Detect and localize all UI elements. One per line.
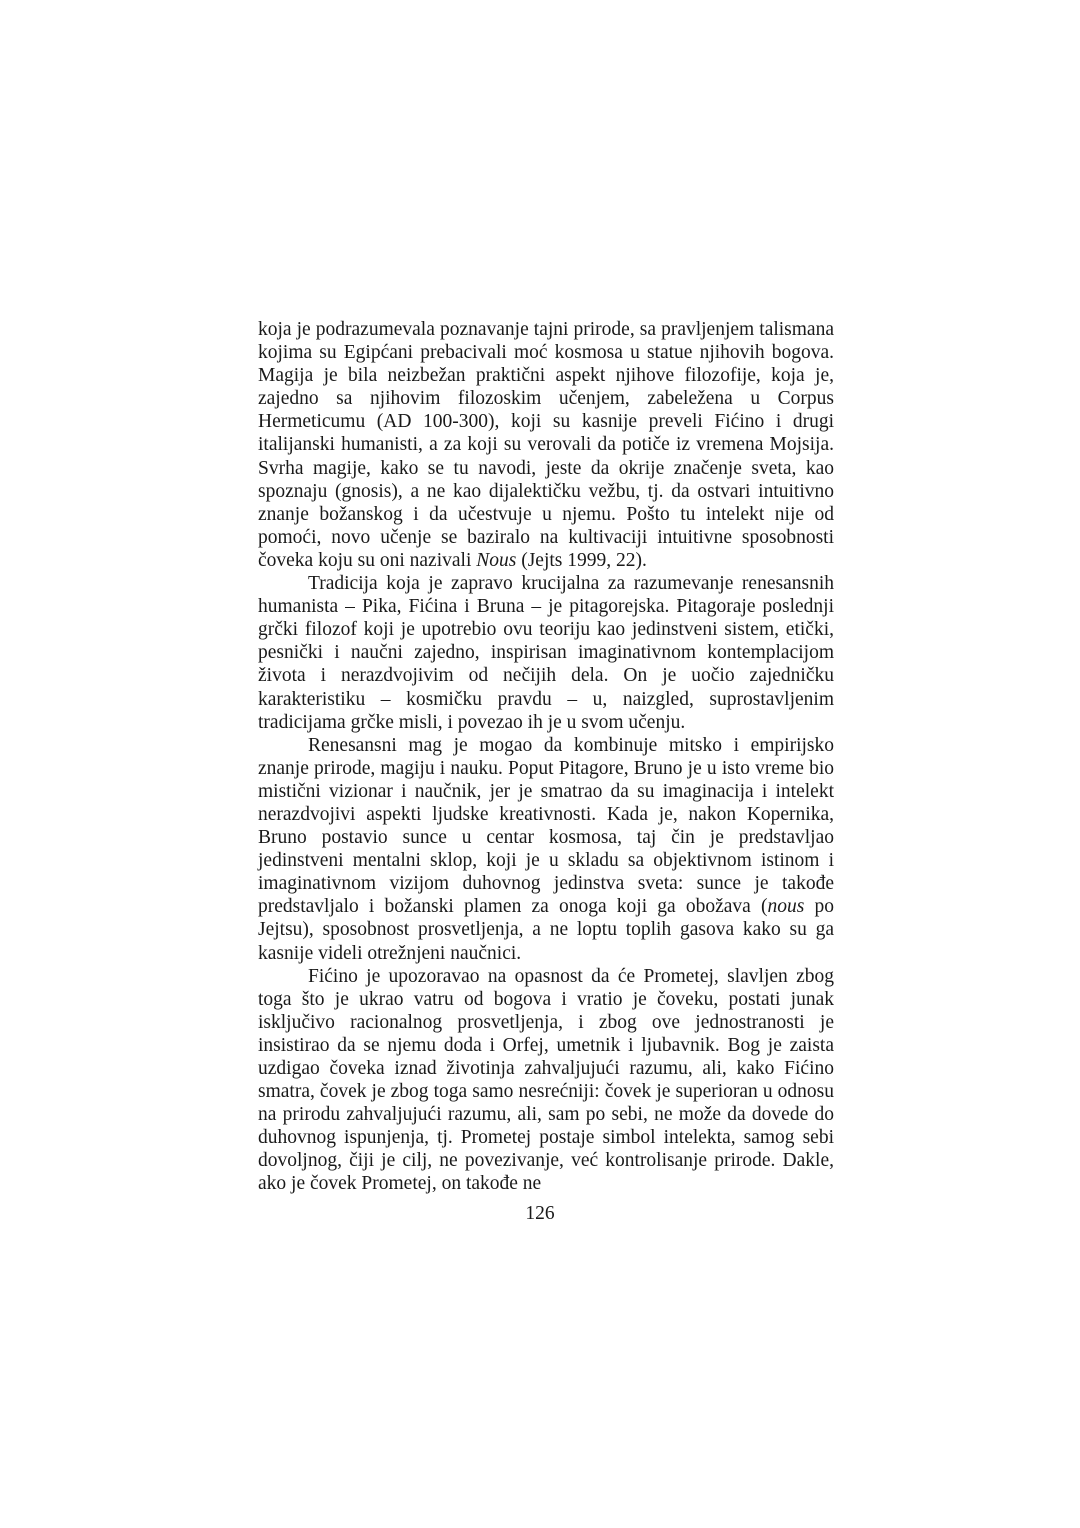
paragraph-4 [258, 965, 834, 1196]
paragraph-1 [258, 318, 834, 572]
text-run: po Jejtsu), sposobnost prosvetljenja, a ne loptu toplih gasova kako su ga kasnije videli otrežnjeni naučnici. [258, 896, 835, 964]
text-run: (Jejts 1999, 22). [516, 549, 647, 571]
page-number: 126 [525, 1203, 555, 1224]
italic-term: nous [767, 896, 805, 918]
text-run: koja je podrazumevala poznavanje tajni prirode, sa pravljenjem talismana kojima su Egipćani prebacivali moć kosmosa u statue njihovih bogova. Magija je bila neizbežan praktični aspekt njihove filozofije, koja je, zajedno sa njihovim filozoskim učenjem, zabeležena u Corpus Hermeticumu (AD 100-300), koji su kasnije preveli Fićino i drugi italijanski humanisti, a za koji su verovali da potiče iz vremena Mojsija. Svrha magije, kako se tu navodi, jeste da okrije značenje sveta, kao spoznaju (gnosis), a ne kao dijalektičku vežbu, tj. da ostvari intuitivno znanje božanskog i da učestvuje u njemu. Pošto tu intelekt nije od pomoći, novo učenje se baziralo na kultivaciji intuitivne sposobnosti čoveka koju su oni nazivali [258, 319, 834, 571]
text-run: Tradicija koja je zapravo krucijalna za razumevanje renesansnih humanista – Pika, Fićina i Bruna – je pitagorejska. Pitagoraje poslednji grčki filozof koji je upotrebio ovu teoriju kao jedinstveni sistem, etički, pesnički i naučni zajedno, inspirisan imaginativnom kontemplacijom života i nerazdvojivim od nečijih dela. On je uočio zajedničku karakteristiku – kosmičku pravdu – u, naizgled, suprostavljenim tradicijama grčke misli, i povezao ih je u svom učenju. [258, 573, 834, 733]
text-run: Fićino je upozoravao na opasnost da će Prometej, slavljen zbog toga što je ukrao vatru od bogova i vratio je čoveku, postati junak isključivo racionalnog prosvetljenja, i zbog ove jednostranosti je insistirao da se njemu doda i Orfej, umetnik i ljubavnik. Bog je zaista uzdigao čoveka iznad životinja zahvaljujući razumu, ali, kako Fićino smatra, čovek je zbog toga samo nesrećniji: čovek je superioran u odnosu na prirodu zahvaljujući razumu, ali, sam po sebi, ne može da dovede do duhovnog ispunjenja, tj. Prometej postaje simbol intelekta, samog sebi dovoljnog, čiji je cilj, ne povezivanje, već kontrolisanje prirode. Dakle, ako je čovek Prometej, on takođe ne [258, 965, 834, 1195]
body-text [258, 318, 834, 1196]
paragraph-2 [258, 572, 834, 734]
paragraph-3 [258, 734, 834, 965]
italic-term: Nous [476, 549, 517, 571]
text-run: Renesansni mag je mogao da kombinuje mitsko i empirijsko znanje prirode, magiju i nauku. Poput Pitagore, Bruno je u isto vreme bio mistični vizionar i naučnik, jer je smatrao da su imaginacija i intelekt nerazdvojivi aspekti ljudske kreativnosti. Kada je, nakon Kopernika, Bruno postavio sunce u centar kosmosa, taj čin je predstavljao jedinstveni mentalni sklop, koji je u skladu sa objektivnom istinom i imaginativnom vizijom duhovnog jedinstva sveta: sunce je takođe predstavljalo i božanski plamen za onoga koji ga obožava ( [258, 734, 834, 918]
